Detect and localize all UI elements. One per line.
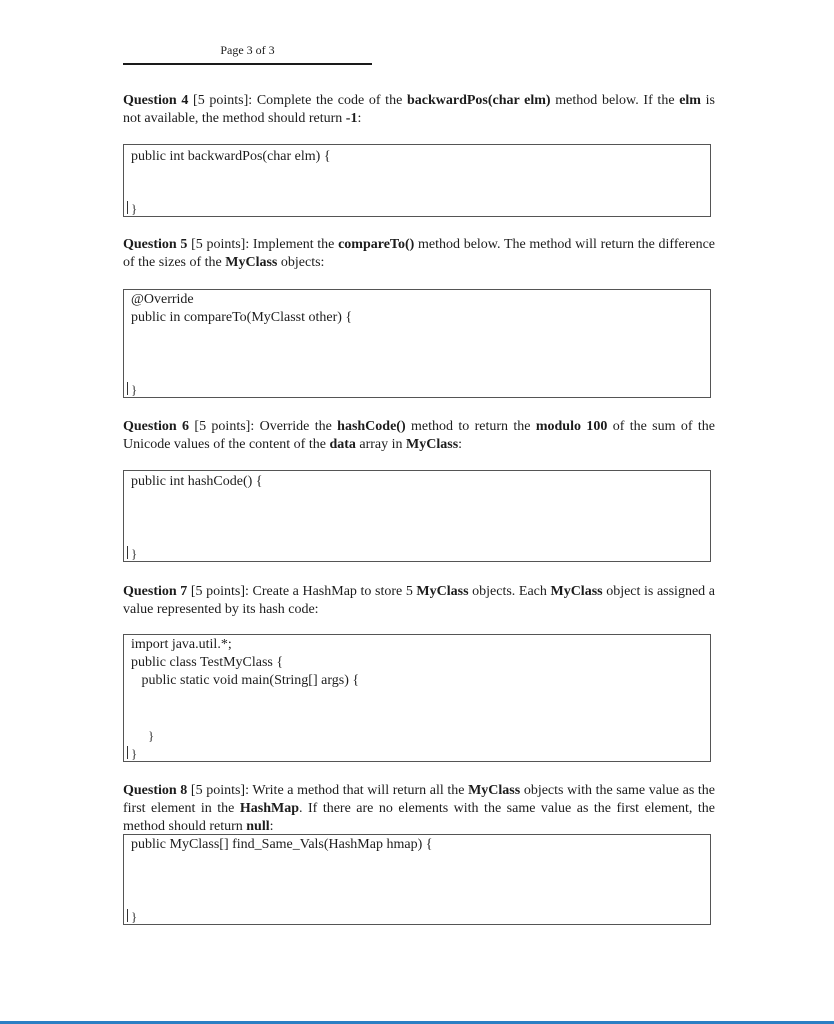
answer-box-q7[interactable]: [123, 634, 711, 762]
closing-brace: }: [131, 546, 138, 561]
page-header: [123, 41, 372, 65]
question-label: Question 6: [123, 419, 190, 434]
answer-box-q6[interactable]: [123, 470, 711, 562]
question-4: Question 4 [5 points]: Complete the code of the backwardPos(char elm) method below. If the elm is not available, the method should return -1:: [123, 93, 715, 126]
question-6: Question 6 [5 points]: Override the hashCode() method to return the modulo 100 of the sum of the Unicode values of the content of the data array in MyClass:: [123, 419, 715, 452]
answer-box-q5[interactable]: [123, 289, 711, 398]
answer-box-q8[interactable]: [123, 834, 711, 925]
inner-closing-brace: }: [148, 728, 155, 743]
question-label: Question 7: [123, 584, 188, 599]
code-line: public in compareTo(MyClasst other) {: [131, 310, 353, 325]
text-cursor: [127, 201, 128, 214]
code-line: public int hashCode() {: [131, 474, 263, 489]
text-cursor: [127, 382, 128, 395]
closing-brace: }: [131, 746, 138, 761]
answer-box-q4[interactable]: [123, 144, 711, 217]
code-line: public int backwardPos(char elm) {: [131, 149, 331, 164]
closing-brace: }: [131, 909, 138, 924]
question-7: Question 7 [5 points]: Create a HashMap to store 5 MyClass objects. Each MyClass object is assigned a value represented by its hash code:: [123, 584, 715, 617]
code-line: public static void main(String[] args) {: [131, 673, 360, 688]
question-label: Question 5: [123, 237, 188, 252]
code-line: import java.util.*;: [131, 637, 232, 652]
question-8: Question 8 [5 points]: Write a method that will return all the MyClass objects with the same value as the first element in the HashMap. If there are no elements with the same value as the first element, the method should return null:: [123, 783, 716, 834]
code-line: @Override: [131, 292, 194, 307]
text-cursor: [127, 746, 128, 759]
closing-brace: }: [131, 382, 138, 397]
code-line: public class TestMyClass {: [131, 655, 284, 670]
page-number: Page 3 of 3: [220, 43, 275, 57]
text-cursor: [127, 546, 128, 559]
question-label: Question 4: [123, 93, 189, 108]
question-label: Question 8: [123, 783, 188, 798]
code-line: public MyClass[] find_Same_Vals(HashMap hmap) {: [131, 837, 433, 852]
question-5: Question 5 [5 points]: Implement the compareTo() method below. The method will return the difference of the sizes of the MyClass objects:: [123, 237, 715, 270]
closing-brace: }: [131, 201, 138, 216]
text-cursor: [127, 909, 128, 922]
